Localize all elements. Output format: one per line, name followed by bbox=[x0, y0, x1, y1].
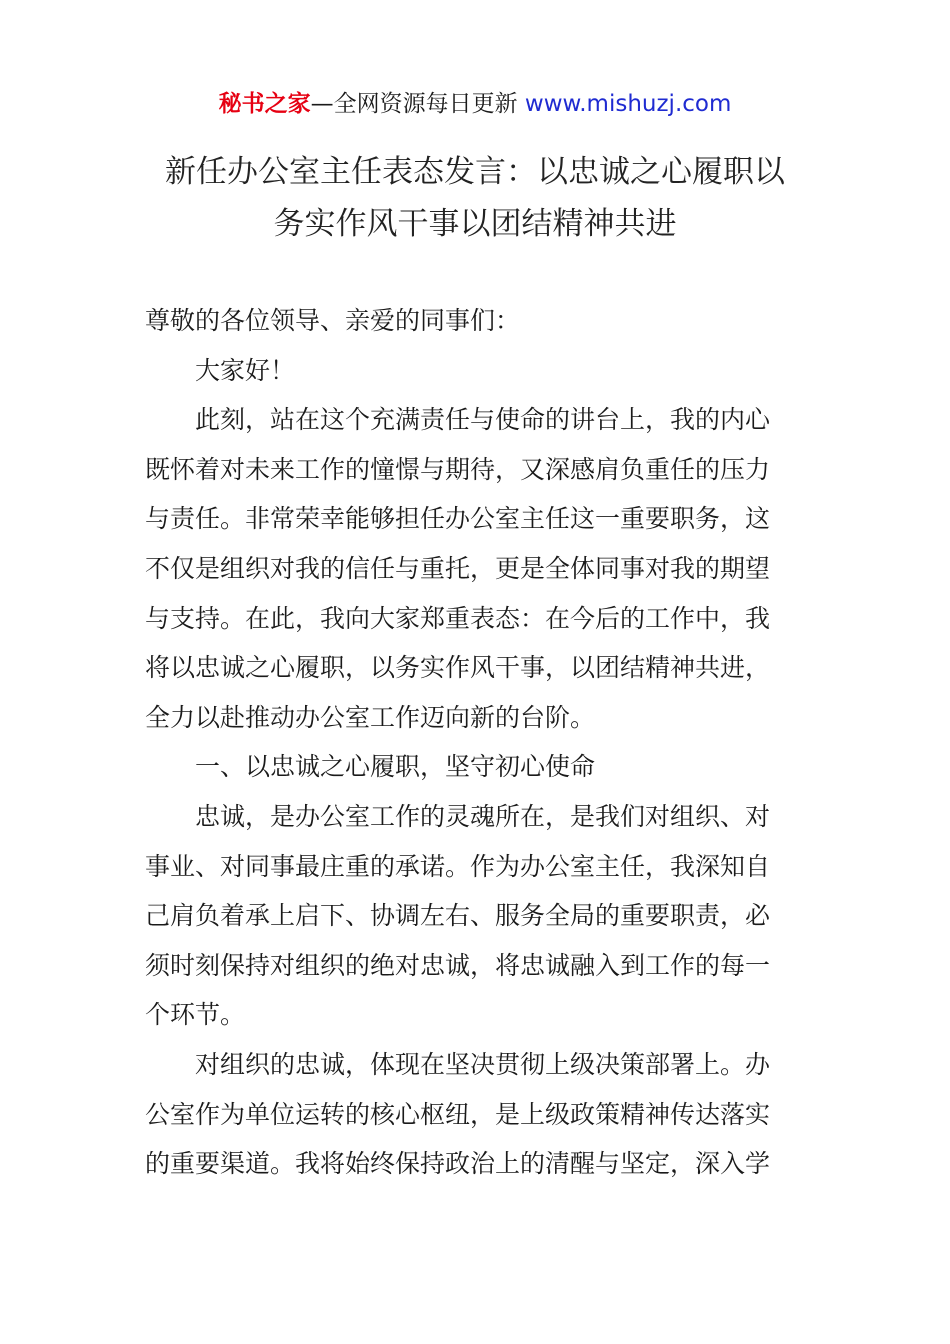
body-line: 个环节。 bbox=[145, 1000, 246, 1030]
body-line: 事业、对同事最庄重的承诺。作为办公室主任，我深知自 bbox=[145, 851, 771, 881]
body-line: 忠诚，是办公室工作的灵魂所在，是我们对组织、对 bbox=[195, 801, 771, 831]
body-line: 将以忠诚之心履职，以务实作风干事，以团结精神共进， bbox=[145, 653, 771, 683]
salutation: 尊敬的各位领导、亲爱的同事们： bbox=[145, 306, 521, 335]
body-line: 公室作为单位运转的核心枢纽，是上级政策精神传达落实 bbox=[145, 1099, 771, 1129]
body-line: 须时刻保持对组织的绝对忠诚，将忠诚融入到工作的每一 bbox=[145, 950, 771, 980]
brand-name: 秘书之家 bbox=[218, 91, 311, 117]
document-body bbox=[145, 296, 810, 1189]
greeting: 大家好！ bbox=[195, 355, 296, 385]
body-line: 与责任。非常荣幸能够担任办公室主任这一重要职务，这 bbox=[145, 504, 771, 534]
section-heading: 一、以忠诚之心履职，坚守初心使命 bbox=[195, 752, 596, 782]
document-title bbox=[130, 146, 820, 250]
title-line-1: 新任办公室主任表态发言：以忠诚之心履职以 bbox=[165, 154, 785, 190]
body-line: 的重要渠道。我将始终保持政治上的清醒与坚定，深入学 bbox=[145, 1149, 771, 1179]
body-line: 不仅是组织对我的信任与重托，更是全体同事对我的期望 bbox=[145, 553, 771, 583]
body-line: 与支持。在此，我向大家郑重表态：在今后的工作中，我 bbox=[145, 603, 771, 633]
body-line: 己肩负着承上启下、协调左右、服务全局的重要职责，必 bbox=[145, 901, 771, 931]
header-tagline: —全网资源每日更新 bbox=[310, 91, 518, 117]
body-line: 全力以赴推动办公室工作迈向新的台阶。 bbox=[145, 702, 596, 732]
body-line: 既怀着对未来工作的憧憬与期待，又深感肩负重任的压力 bbox=[145, 454, 771, 484]
body-line: 此刻，站在这个充满责任与使命的讲台上，我的内心 bbox=[195, 405, 771, 435]
site-url-link[interactable]: www.mishuzj.com bbox=[524, 91, 732, 117]
body-line: 对组织的忠诚，体现在坚决贯彻上级决策部署上。办 bbox=[195, 1049, 771, 1079]
site-header bbox=[0, 88, 950, 120]
title-line-2: 务实作风干事以团结精神共进 bbox=[273, 206, 677, 242]
